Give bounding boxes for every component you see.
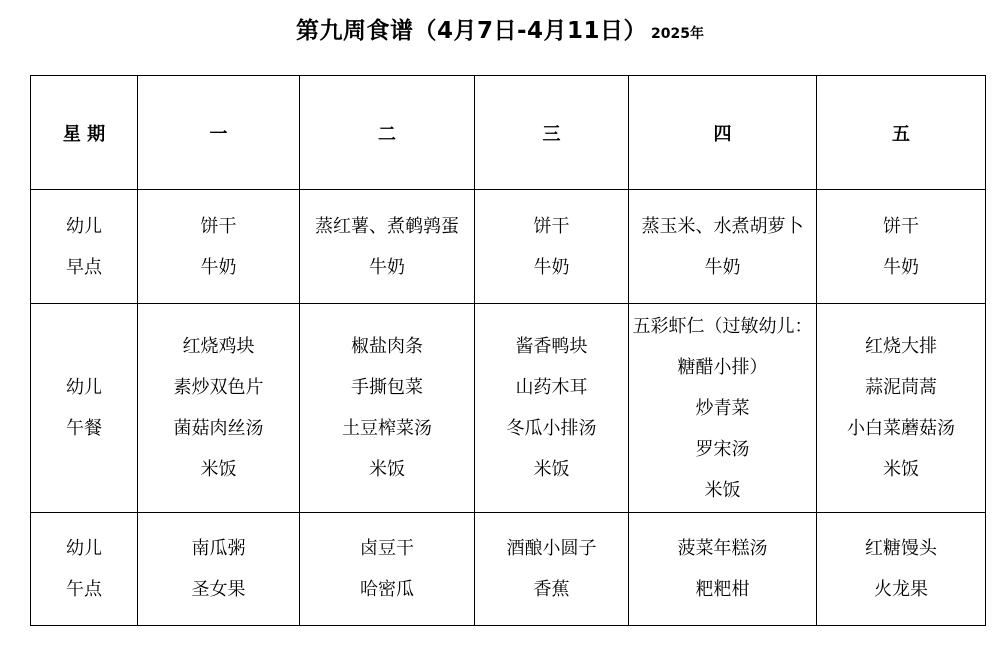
lunch-tuesday: 椒盐肉条 手撕包菜 土豆榨菜汤 米饭 [300,304,475,513]
lunch-row [31,304,986,513]
lunch-monday: 红烧鸡块 素炒双色片 菌菇肉丝汤 米饭 [138,304,300,513]
snack-monday: 南瓜粥 圣女果 [138,513,300,626]
header-row [31,76,986,190]
menu-table [30,75,986,626]
snack-row [31,513,986,626]
snack-label: 幼儿 午点 [31,513,138,626]
lunch-wednesday: 酱香鸭块 山药木耳 冬瓜小排汤 米饭 [475,304,629,513]
day-monday: 一 [138,76,300,190]
day-thursday: 四 [629,76,817,190]
breakfast-monday: 饼干 牛奶 [138,190,300,304]
day-friday: 五 [817,76,986,190]
breakfast-wednesday: 饼干 牛奶 [475,190,629,304]
weekday-label: 星 期 [31,76,138,190]
snack-thursday: 菠菜年糕汤 粑粑柑 [629,513,817,626]
breakfast-row [31,190,986,304]
snack-tuesday: 卤豆干 哈密瓜 [300,513,475,626]
day-wednesday: 三 [475,76,629,190]
title-main: 第九周食谱（4月7日-4月11日） [295,18,648,44]
lunch-friday: 红烧大排 蒜泥茼蒿 小白菜蘑菇汤 米饭 [817,304,986,513]
breakfast-friday: 饼干 牛奶 [817,190,986,304]
title-year: 2025年 [651,26,705,42]
lunch-label: 幼儿 午餐 [31,304,138,513]
breakfast-thursday: 蒸玉米、水煮胡萝卜 牛奶 [629,190,817,304]
page-title [0,12,1000,45]
snack-friday: 红糖馒头 火龙果 [817,513,986,626]
day-tuesday: 二 [300,76,475,190]
breakfast-label: 幼儿 早点 [31,190,138,304]
lunch-thursday: 五彩虾仁（过敏幼儿： 糖醋小排） 炒青菜 罗宋汤 米饭 [629,304,817,513]
snack-wednesday: 酒酿小圆子 香蕉 [475,513,629,626]
breakfast-tuesday: 蒸红薯、煮鹌鹑蛋 牛奶 [300,190,475,304]
